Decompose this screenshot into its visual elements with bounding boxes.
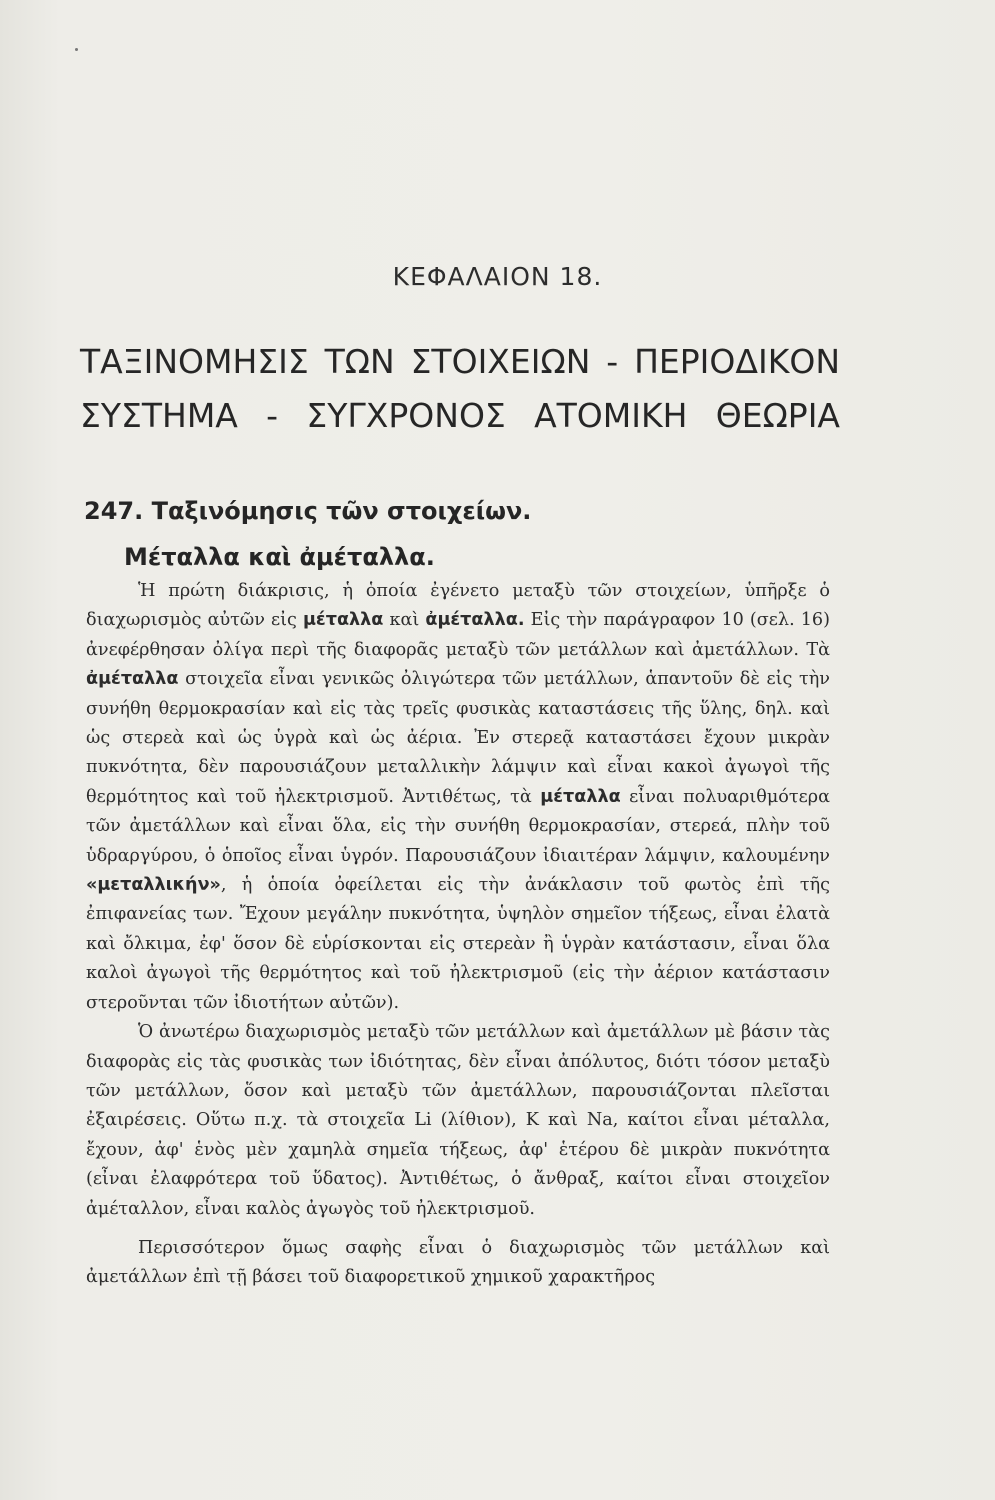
paragraph-3: Περισσότερον ὅμως σαφὴς εἶναι ὁ διαχωρισμὸς τῶν μετάλλων καὶ ἀμετάλλων ἐπὶ τῇ βάσει τοῦ διαφορετικοῦ χημικοῦ χαρακτῆρος	[86, 1237, 830, 1288]
text-run: Ἡ πρώτη διάκρισις, ἡ ὁποία ἐγένετο μεταξὺ τῶν στοιχείων, ὑπῆρξε ὁ διαχωρισμὸς αὐτῶν εἰς	[86, 581, 830, 631]
bold-term: ἀμέταλλα	[86, 669, 179, 690]
body-text	[86, 577, 830, 1293]
chapter-title-line-2: ΣΥΣΤΗΜΑ - ΣΥΓΧΡΟΝΟΣ ΑΤΟΜΙΚΗ ΘΕΩΡΙΑ	[80, 396, 840, 435]
bold-term: ἀμέταλλα.	[425, 610, 525, 631]
section-heading-line-2: Μέταλλα καὶ ἀμέταλλα.	[124, 543, 435, 571]
text-run: , ἡ ὁποία ὀφείλεται εἰς τὴν ἀνάκλασιν τοῦ φωτὸς ἐπὶ τῆς ἐπιφανείας των. Ἔχουν μεγάλην πυκνότητα, ὑψηλὸν σημεῖον τήξεως, εἶναι ἐλατὰ καὶ ὄλκιμα, ἐφ' ὅσον δὲ εὑρίσκονται εἰς στερεὰν ἢ ὑγρὰν κατάστασιν, εἶναι ὅλα καλοὶ ἀγωγοὶ τῆς θερμότητος καὶ τοῦ ἠλεκτρισμοῦ (εἰς τὴν ἀέριον κατάστασιν στεροῦνται τῶν ἰδιοτήτων αὐτῶν).	[86, 875, 830, 1013]
chapter-title	[80, 335, 840, 443]
text-run: καὶ	[383, 610, 426, 631]
text-run: εἶναι πολυαριθμότερα τῶν ἀμετάλλων καὶ εἶναι ὅλα, εἰς τὴν συνήθη θερμοκρασίαν, στερεά, πλὴν τοῦ ὑδραργύρου, ὁ ὁποῖος εἶναι ὑγρόν. Παρουσιάζουν ἰδιαιτέραν λάμψιν, καλουμένην	[86, 786, 830, 866]
text-run: Εἰς τὴν παράγραφον 10 (σελ. 16) ἀνεφέρθησαν ὀλίγα περὶ τῆς διαφορᾶς μεταξὺ τῶν μετάλλων καὶ ἀμετάλλων. Τὰ	[86, 610, 830, 660]
paragraph-1	[86, 577, 830, 1018]
paragraph-2: Ὁ ἀνωτέρω διαχωρισμὸς μεταξὺ τῶν μετάλλων καὶ ἀμετάλλων μὲ βάσιν τὰς διαφορὰς εἰς τὰς φυσικὰς των ἰδιότητας, δὲν εἶναι ἀπόλυτος, διότι τόσον μεταξὺ τῶν μετάλλων, ὅσον καὶ μεταξὺ τῶν ἀμετάλλων, παρουσιάζονται πλεῖσται ἐξαιρέσεις. Οὕτω π.χ. τὰ στοιχεῖα Li (λίθιον), K καὶ Na, καίτοι εἶναι μέταλλα, ἔχουν, ἀφ' ἑνὸς μὲν χαμηλὰ σημεῖα τήξεως, ἀφ' ἑτέρου δὲ μικρὰν πυκνότητα (εἶναι ἐλαφρότερα τοῦ ὕδατος). Ἀντιθέτως, ὁ ἄνθραξ, καίτοι εἶναι στοιχεῖον ἀμέταλλον, εἶναι καλὸς ἀγωγὸς τοῦ ἠλεκτρισμοῦ.	[86, 1022, 830, 1219]
text-run: στοιχεῖα εἶναι γενικῶς ὀλιγώτερα τῶν μετάλλων, ἁπαντοῦν δὲ εἰς τὴν συνήθη θερμοκρασίαν καὶ εἰς τὰς τρεῖς φυσικὰς καταστάσεις τῆς ὕλης, δηλ. καὶ ὡς στερεὰ καὶ ὡς ὑγρὰ καὶ ὡς ἀέρια. Ἐν στερεᾷ καταστάσει ἔχουν μικρὰν πυκνότητα, δὲν παρουσιάζουν μεταλλικὴν λάμψιν καὶ εἶναι κακοὶ ἀγωγοὶ τῆς θερμότητος καὶ τοῦ ἠλεκτρισμοῦ. Ἀντιθέτως, τὰ	[86, 669, 830, 807]
bold-term: μέταλλα	[302, 610, 384, 631]
chapter-title-line-1: ΤΑΞΙΝΟΜΗΣΙΣ ΤΩΝ ΣΤΟΙΧΕΙΩΝ - ΠΕΡΙΟΔΙΚΟΝ	[80, 342, 840, 381]
page-speck	[75, 48, 78, 51]
chapter-heading: ΚΕΦΑΛΑΙΟΝ 18.	[392, 262, 603, 291]
bold-term: «μεταλλικήν»	[86, 875, 221, 896]
bold-term: μέταλλα	[540, 786, 621, 807]
section-heading-line-1: 247. Ταξινόμησις τῶν στοιχείων.	[84, 497, 532, 525]
section-heading	[84, 488, 531, 580]
